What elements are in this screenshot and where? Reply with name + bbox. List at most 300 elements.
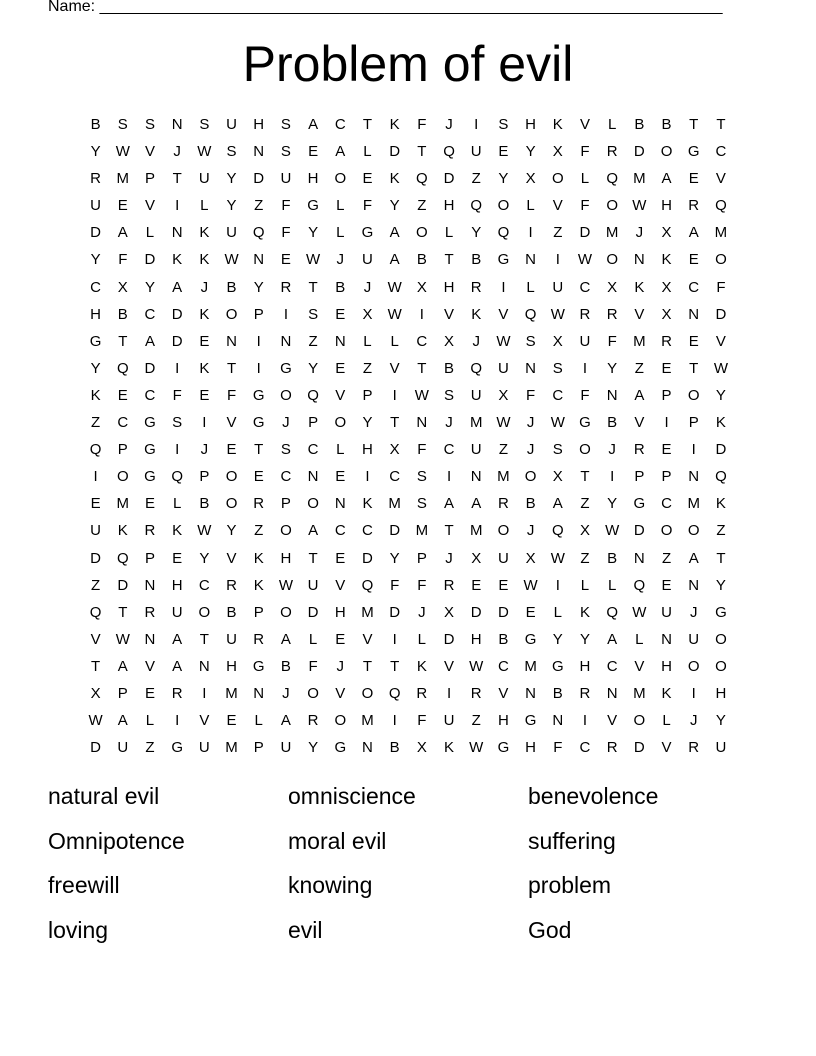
- grid-letter: E: [471, 576, 482, 594]
- grid-letter: W: [550, 414, 565, 432]
- grid-letter: W: [197, 522, 212, 540]
- grid-letter: Z: [145, 739, 155, 757]
- grid-letter: D: [389, 143, 401, 161]
- grid-letter: W: [496, 332, 511, 350]
- grid-letter: P: [688, 414, 699, 432]
- grid-letter: Y: [607, 359, 618, 377]
- grid-letter: F: [226, 386, 237, 404]
- grid-letter: C: [661, 495, 672, 513]
- grid-letter: M: [388, 495, 401, 513]
- grid-letter: U: [470, 143, 482, 161]
- grid-letter: K: [661, 684, 672, 702]
- grid-letter: I: [256, 332, 261, 350]
- grid-letter: W: [632, 603, 647, 621]
- grid-letter: W: [115, 143, 130, 161]
- grid-letter: S: [308, 305, 319, 323]
- grid-letter: V: [498, 684, 509, 702]
- grid-letter: C: [144, 386, 156, 404]
- grid-letter: E: [688, 170, 699, 188]
- grid-letter: T: [362, 657, 373, 675]
- grid-letter: M: [633, 332, 646, 350]
- grid-letter: L: [607, 576, 617, 594]
- grid-letter: V: [661, 739, 672, 757]
- grid-letter: Z: [634, 359, 644, 377]
- grid-letter: F: [308, 657, 318, 675]
- grid-letter: I: [365, 468, 370, 486]
- grid-letter: N: [198, 657, 210, 675]
- grid-letter: X: [90, 684, 101, 702]
- grid-letter: O: [225, 305, 238, 323]
- grid-letter: T: [254, 441, 264, 459]
- grid-letter: I: [175, 197, 180, 215]
- grid-letter: F: [417, 576, 427, 594]
- grid-letter: F: [417, 116, 427, 133]
- grid-letter: U: [715, 739, 727, 757]
- grid-letter: I: [392, 712, 397, 730]
- grid-letter: Q: [388, 684, 401, 702]
- grid-letter: E: [362, 170, 373, 188]
- grid-letter: A: [172, 657, 183, 675]
- grid-letter: H: [661, 657, 672, 675]
- word-bank-item: loving: [48, 916, 109, 943]
- grid-letter: W: [523, 576, 538, 594]
- grid-letter: W: [414, 386, 429, 404]
- grid-letter: V: [144, 657, 155, 675]
- grid-letter: U: [443, 712, 455, 730]
- grid-letter: A: [634, 386, 645, 404]
- grid-letter: D: [389, 603, 401, 621]
- grid-letter: D: [633, 739, 645, 757]
- grid-letter: G: [171, 739, 183, 757]
- grid-letter: M: [225, 739, 238, 757]
- grid-letter: P: [253, 603, 264, 621]
- grid-letter: Y: [525, 143, 536, 161]
- grid-letter: V: [335, 576, 346, 594]
- grid-letter: D: [633, 522, 645, 540]
- grid-letter: I: [555, 576, 560, 594]
- grid-letter: J: [200, 441, 209, 459]
- grid-letter: I: [528, 224, 533, 242]
- grid-letter: T: [226, 359, 237, 377]
- grid-letter: V: [90, 630, 101, 648]
- grid-letter: P: [144, 170, 155, 188]
- grid-letter: E: [688, 332, 699, 350]
- grid-letter: T: [362, 116, 373, 133]
- grid-letter: F: [390, 576, 400, 594]
- grid-letter: Q: [470, 197, 483, 215]
- grid-letter: T: [689, 359, 699, 377]
- grid-letter: Z: [362, 359, 373, 377]
- grid-letter: E: [90, 495, 101, 513]
- grid-letter: W: [550, 549, 565, 567]
- grid-letter: B: [552, 684, 563, 702]
- grid-letter: Y: [308, 224, 319, 242]
- grid-letter: B: [90, 116, 101, 133]
- grid-letter: C: [198, 576, 210, 594]
- grid-letter: D: [90, 739, 102, 757]
- grid-letter: K: [444, 739, 455, 757]
- grid-letter: C: [688, 278, 700, 296]
- grid-letter: O: [524, 468, 537, 486]
- grid-letter: O: [198, 603, 211, 621]
- grid-letter: U: [198, 170, 210, 188]
- word-bank-item: omniscience: [288, 783, 416, 809]
- grid-letter: O: [579, 441, 591, 459]
- grid-letter: W: [387, 278, 402, 296]
- grid-letter: Y: [90, 143, 101, 161]
- grid-letter: Y: [389, 549, 400, 567]
- grid-letter: K: [199, 359, 210, 377]
- word-bank-item: evil: [288, 916, 323, 943]
- grid-letter: P: [416, 549, 427, 567]
- grid-letter: M: [469, 522, 483, 540]
- grid-letter: D: [443, 630, 455, 648]
- grid-letter: K: [172, 522, 183, 540]
- grid-letter: H: [307, 170, 319, 188]
- grid-letter: Z: [716, 522, 726, 540]
- grid-letter: N: [552, 712, 564, 730]
- grid-letter: C: [334, 522, 346, 540]
- grid-letter: S: [498, 116, 509, 133]
- grid-letter: W: [713, 359, 728, 377]
- grid-letter: C: [117, 414, 129, 432]
- grid-letter: O: [225, 495, 238, 513]
- grid-letter: N: [334, 332, 346, 350]
- grid-letter: T: [716, 549, 726, 567]
- grid-letter: H: [334, 603, 346, 621]
- grid-letter: U: [497, 549, 509, 567]
- grid-letter: J: [363, 278, 372, 296]
- grid-letter: J: [418, 603, 426, 621]
- grid-letter: I: [419, 305, 424, 323]
- grid-letter: J: [336, 657, 345, 675]
- grid-letter: R: [579, 684, 591, 702]
- grid-letter: W: [469, 739, 484, 757]
- grid-letter: C: [280, 468, 292, 486]
- grid-letter: S: [552, 359, 563, 377]
- grid-letter: C: [334, 116, 346, 133]
- grid-letter: K: [199, 224, 210, 242]
- grid-letter: L: [363, 332, 372, 350]
- grid-letter: H: [715, 684, 727, 702]
- grid-letter: O: [606, 251, 618, 269]
- grid-letter: R: [280, 278, 292, 296]
- grid-letter: H: [253, 116, 265, 133]
- word-bank-item: moral evil: [288, 827, 387, 854]
- grid-letter: D: [470, 603, 482, 621]
- grid-letter: A: [280, 630, 291, 648]
- grid-letter: J: [635, 224, 644, 242]
- grid-letter: X: [416, 278, 427, 296]
- grid-letter: I: [256, 359, 261, 377]
- grid-letter: Z: [498, 441, 508, 459]
- grid-letter: N: [253, 251, 265, 269]
- grid-letter: B: [444, 359, 455, 377]
- grid-letter: A: [389, 251, 400, 269]
- grid-letter: N: [525, 684, 537, 702]
- grid-letter: G: [89, 332, 102, 350]
- grid-letter: O: [334, 414, 347, 432]
- grid-letter: O: [606, 197, 618, 215]
- grid-letter: S: [199, 116, 210, 133]
- grid-letter: C: [144, 305, 156, 323]
- grid-letter: R: [144, 522, 156, 540]
- grid-letter: C: [606, 657, 618, 675]
- grid-letter: T: [308, 278, 318, 296]
- grid-letter: V: [498, 305, 509, 323]
- grid-letter: T: [580, 468, 590, 486]
- grid-letter: T: [689, 116, 699, 133]
- grid-letter: K: [661, 251, 672, 269]
- grid-letter: U: [661, 603, 672, 621]
- grid-letter: O: [116, 468, 129, 486]
- grid-letter: K: [416, 657, 427, 675]
- grid-letter: L: [336, 197, 345, 215]
- grid-letter: T: [172, 170, 182, 188]
- grid-letter: U: [552, 278, 564, 296]
- grid-letter: S: [552, 441, 563, 459]
- grid-letter: U: [226, 116, 237, 133]
- grid-letter: W: [577, 251, 593, 269]
- grid-letter: L: [580, 170, 590, 188]
- grid-letter: R: [253, 495, 265, 513]
- grid-letter: U: [470, 386, 482, 404]
- grid-letter: N: [606, 684, 618, 702]
- grid-letter: O: [715, 657, 727, 675]
- grid-letter: W: [387, 305, 402, 323]
- grid-letter: Y: [90, 251, 101, 269]
- grid-letter: G: [551, 657, 564, 675]
- grid-letter: A: [280, 712, 291, 730]
- grid-letter: G: [579, 414, 591, 432]
- grid-letter: U: [362, 251, 373, 269]
- grid-letter: V: [715, 170, 726, 188]
- grid-letter: A: [471, 495, 482, 513]
- grid-letter: R: [688, 739, 700, 757]
- grid-letter: V: [226, 549, 237, 567]
- grid-letter: B: [226, 278, 237, 296]
- grid-letter: U: [117, 739, 129, 757]
- grid-letter: J: [445, 414, 453, 432]
- grid-letter: G: [252, 414, 265, 432]
- grid-letter: R: [633, 441, 645, 459]
- grid-letter: Y: [579, 630, 590, 648]
- grid-letter: T: [91, 657, 101, 675]
- grid-letter: P: [280, 495, 291, 513]
- grid-letter: B: [389, 739, 400, 757]
- grid-letter: E: [661, 441, 672, 459]
- grid-letter: O: [633, 712, 646, 730]
- grid-letter: M: [605, 224, 619, 242]
- grid-letter: B: [661, 116, 672, 133]
- grid-letter: I: [610, 468, 615, 486]
- grid-letter: B: [199, 495, 210, 513]
- grid-letter: G: [334, 739, 347, 757]
- grid-letter: N: [633, 251, 645, 269]
- grid-letter: V: [634, 414, 645, 432]
- grid-letter: R: [90, 170, 102, 188]
- grid-letter: W: [197, 143, 212, 161]
- grid-letter: G: [687, 143, 700, 161]
- grid-letter: K: [199, 251, 210, 269]
- grid-letter: A: [688, 549, 699, 567]
- grid-letter: H: [525, 116, 537, 133]
- grid-letter: F: [172, 386, 182, 404]
- grid-letter: D: [362, 549, 373, 567]
- grid-letter: U: [688, 630, 700, 648]
- grid-letter: D: [171, 332, 183, 350]
- grid-letter: E: [172, 549, 183, 567]
- grid-letter: R: [226, 576, 237, 594]
- grid-letter: F: [580, 386, 590, 404]
- grid-letter: D: [307, 603, 319, 621]
- grid-letter: X: [117, 278, 128, 296]
- grid-letter: J: [282, 414, 290, 432]
- grid-letter: N: [606, 386, 618, 404]
- grid-letter: H: [497, 712, 509, 730]
- grid-letter: I: [691, 684, 696, 702]
- grid-letter: Y: [389, 197, 400, 215]
- grid-letter: V: [144, 143, 155, 161]
- grid-letter: G: [252, 657, 265, 675]
- grid-letter: X: [444, 332, 455, 350]
- grid-letter: H: [579, 657, 591, 675]
- grid-letter: N: [470, 468, 482, 486]
- grid-letter: U: [90, 197, 102, 215]
- grid-letter: J: [336, 251, 345, 269]
- grid-letter: Z: [254, 522, 264, 540]
- grid-letter: N: [633, 549, 645, 567]
- grid-letter: Y: [90, 359, 101, 377]
- grid-letter: E: [688, 251, 699, 269]
- grid-letter: G: [633, 495, 646, 513]
- grid-letter: T: [308, 549, 318, 567]
- grid-letter: E: [253, 468, 264, 486]
- grid-letter: F: [716, 278, 726, 296]
- grid-letter: G: [361, 224, 374, 242]
- grid-letter: G: [144, 441, 156, 459]
- grid-letter: F: [281, 224, 291, 242]
- grid-letter: Y: [471, 224, 482, 242]
- grid-letter: Q: [116, 359, 129, 377]
- grid-letter: A: [661, 170, 672, 188]
- grid-letter: O: [715, 630, 727, 648]
- grid-letter: B: [607, 549, 618, 567]
- grid-letter: S: [117, 116, 128, 133]
- grid-letter: K: [471, 305, 482, 323]
- grid-letter: Z: [308, 332, 318, 350]
- grid-letter: O: [551, 170, 564, 188]
- grid-letter: X: [552, 143, 563, 161]
- grid-letter: O: [687, 657, 700, 675]
- grid-letter: I: [664, 414, 669, 432]
- grid-letter: T: [716, 116, 726, 133]
- grid-letter: B: [607, 414, 618, 432]
- grid-letter: V: [226, 414, 237, 432]
- grid-letter: Y: [308, 739, 319, 757]
- grid-letter: F: [362, 197, 373, 215]
- word-bank-item: God: [528, 916, 572, 943]
- grid-letter: E: [199, 332, 210, 350]
- grid-letter: D: [171, 305, 183, 323]
- grid-letter: K: [253, 549, 264, 567]
- grid-letter: K: [90, 386, 101, 404]
- grid-letter: K: [172, 251, 183, 269]
- grid-letter: D: [90, 224, 102, 242]
- grid-letter: X: [362, 305, 373, 323]
- grid-letter: S: [226, 143, 237, 161]
- grid-letter: N: [253, 684, 265, 702]
- grid-letter: L: [145, 224, 155, 242]
- grid-letter: Y: [715, 576, 726, 594]
- grid-letter: N: [226, 332, 237, 350]
- grid-letter: Q: [551, 522, 564, 540]
- grid-letter: N: [688, 468, 700, 486]
- grid-letter: T: [118, 603, 128, 621]
- grid-letter: Q: [307, 386, 319, 404]
- grid-letter: B: [117, 305, 128, 323]
- grid-letter: W: [306, 251, 321, 269]
- grid-letter: J: [445, 549, 453, 567]
- grid-letter: I: [202, 684, 207, 702]
- grid-letter: F: [417, 441, 427, 459]
- grid-letter: L: [308, 630, 318, 648]
- grid-letter: G: [144, 468, 156, 486]
- grid-letter: D: [144, 251, 156, 269]
- grid-letter: O: [361, 684, 374, 702]
- grid-letter: A: [117, 224, 128, 242]
- grid-letter: C: [416, 332, 428, 350]
- grid-letter: R: [606, 739, 618, 757]
- grid-letter: S: [172, 414, 183, 432]
- grid-letter: R: [253, 630, 265, 648]
- grid-letter: J: [445, 116, 453, 133]
- grid-letter: M: [225, 684, 238, 702]
- grid-letter: H: [90, 305, 102, 323]
- grid-letter: B: [416, 251, 427, 269]
- grid-letter: C: [389, 468, 401, 486]
- grid-letter: Y: [362, 414, 373, 432]
- grid-letter: E: [335, 468, 346, 486]
- grid-letter: X: [579, 522, 590, 540]
- grid-letter: A: [335, 143, 346, 161]
- grid-letter: N: [144, 576, 156, 594]
- grid-letter: Z: [91, 414, 101, 432]
- grid-letter: J: [472, 332, 480, 350]
- grid-letter: D: [715, 441, 727, 459]
- grid-letter: P: [634, 468, 645, 486]
- grid-letter: I: [175, 712, 180, 730]
- grid-letter: G: [307, 197, 319, 215]
- grid-letter: S: [280, 143, 291, 161]
- grid-letter: P: [308, 414, 319, 432]
- grid-letter: E: [525, 603, 536, 621]
- grid-letter: Z: [471, 712, 481, 730]
- grid-letter: X: [498, 386, 509, 404]
- grid-letter: M: [497, 468, 510, 486]
- grid-letter: K: [634, 278, 645, 296]
- grid-letter: Q: [252, 224, 265, 242]
- grid-letter: N: [525, 359, 537, 377]
- grid-letter: O: [307, 684, 319, 702]
- grid-letter: U: [90, 522, 102, 540]
- grid-letter: T: [417, 143, 427, 161]
- grid-letter: O: [660, 522, 673, 540]
- grid-letter: U: [579, 332, 591, 350]
- grid-letter: X: [661, 278, 672, 296]
- grid-letter: L: [172, 495, 182, 513]
- grid-letter: L: [526, 197, 535, 215]
